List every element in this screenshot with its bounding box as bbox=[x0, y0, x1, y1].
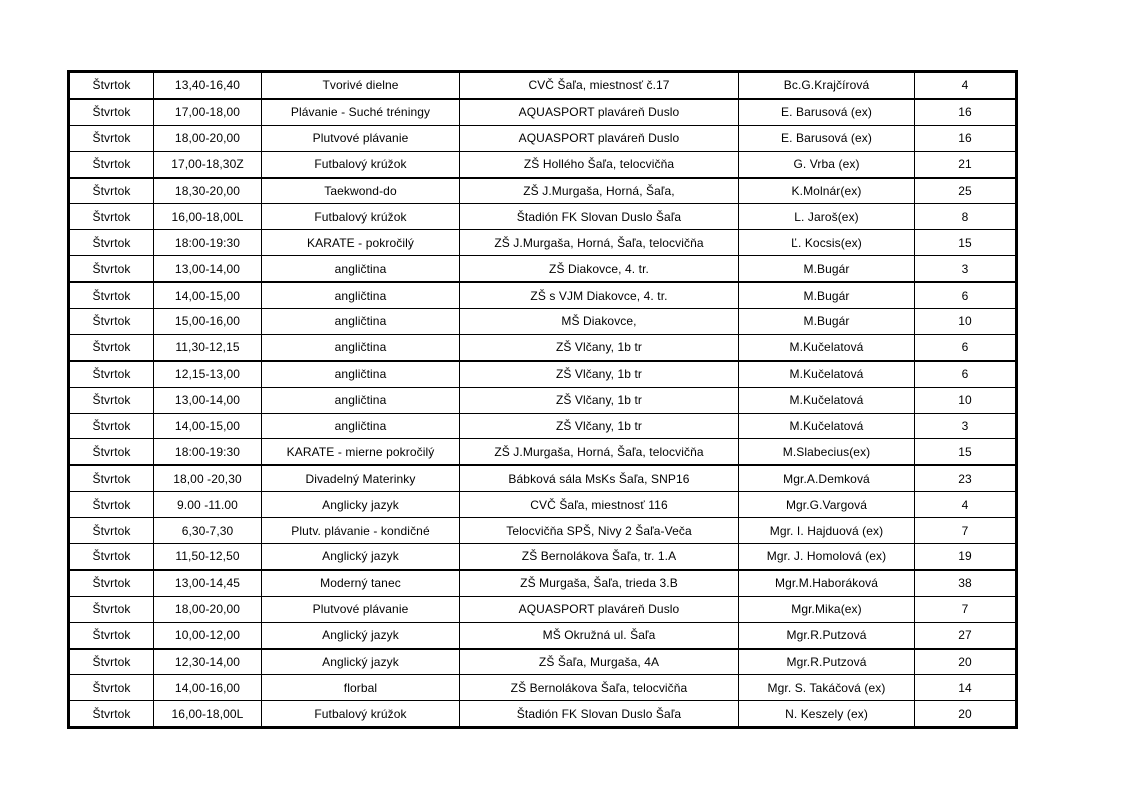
cell-time: 11,30-12,15 bbox=[154, 334, 262, 360]
table-row bbox=[69, 361, 1017, 387]
cell-count: 4 bbox=[915, 492, 1017, 518]
cell-person: Mgr.A.Demková bbox=[739, 465, 915, 491]
cell-activity: Plávanie - Suché tréningy bbox=[262, 99, 460, 125]
cell-location: Štadión FK Slovan Duslo Šaľa bbox=[460, 701, 739, 728]
cell-time: 15,00-16,00 bbox=[154, 309, 262, 335]
cell-activity: angličtina bbox=[262, 256, 460, 282]
cell-location: CVČ Šaľa, miestnosť č.17 bbox=[460, 72, 739, 99]
cell-activity: Plutvové plávanie bbox=[262, 125, 460, 151]
cell-location: ZŠ J.Murgaša, Horná, Šaľa, bbox=[460, 178, 739, 204]
cell-count: 7 bbox=[915, 596, 1017, 622]
cell-day: Štvrtok bbox=[69, 282, 154, 308]
cell-time: 18,00-20,00 bbox=[154, 596, 262, 622]
table-row bbox=[69, 99, 1017, 125]
cell-location: AQUASPORT plaváreň Duslo bbox=[460, 596, 739, 622]
cell-activity: Anglicky jazyk bbox=[262, 492, 460, 518]
cell-activity: KARATE - pokročilý bbox=[262, 230, 460, 256]
cell-activity: angličtina bbox=[262, 413, 460, 439]
cell-person: Mgr.Mika(ex) bbox=[739, 596, 915, 622]
cell-person: Bc.G.Krajčírová bbox=[739, 72, 915, 99]
cell-activity: Anglický jazyk bbox=[262, 544, 460, 570]
cell-location: ZŠ Vlčany, 1b tr bbox=[460, 361, 739, 387]
cell-location: ZŠ Hollého Šaľa, telocvičňa bbox=[460, 151, 739, 177]
cell-count: 38 bbox=[915, 570, 1017, 596]
cell-day: Štvrtok bbox=[69, 544, 154, 570]
table-row bbox=[69, 387, 1017, 413]
cell-activity: Plutvové plávanie bbox=[262, 596, 460, 622]
cell-time: 17,00-18,30Z bbox=[154, 151, 262, 177]
cell-day: Štvrtok bbox=[69, 675, 154, 701]
cell-day: Štvrtok bbox=[69, 439, 154, 465]
cell-activity: Futbalový krúžok bbox=[262, 204, 460, 230]
cell-person: Mgr.G.Vargová bbox=[739, 492, 915, 518]
cell-count: 16 bbox=[915, 125, 1017, 151]
cell-count: 15 bbox=[915, 439, 1017, 465]
cell-count: 27 bbox=[915, 622, 1017, 648]
cell-count: 10 bbox=[915, 387, 1017, 413]
cell-count: 6 bbox=[915, 361, 1017, 387]
cell-location: MŠ Diakovce, bbox=[460, 309, 739, 335]
cell-person: E. Barusová (ex) bbox=[739, 125, 915, 151]
cell-activity: Anglický jazyk bbox=[262, 649, 460, 675]
table-row bbox=[69, 701, 1017, 728]
table-row bbox=[69, 596, 1017, 622]
cell-day: Štvrtok bbox=[69, 256, 154, 282]
cell-day: Štvrtok bbox=[69, 518, 154, 544]
table-row bbox=[69, 492, 1017, 518]
cell-location: Telocvičňa SPŠ, Nivy 2 Šaľa-Veča bbox=[460, 518, 739, 544]
cell-person: M.Bugár bbox=[739, 282, 915, 308]
cell-activity: angličtina bbox=[262, 282, 460, 308]
cell-day: Štvrtok bbox=[69, 701, 154, 728]
cell-time: 18,00-20,00 bbox=[154, 125, 262, 151]
cell-day: Štvrtok bbox=[69, 72, 154, 99]
table-row bbox=[69, 151, 1017, 177]
cell-count: 3 bbox=[915, 413, 1017, 439]
cell-person: Mgr. I. Hajduová (ex) bbox=[739, 518, 915, 544]
cell-time: 11,50-12,50 bbox=[154, 544, 262, 570]
cell-time: 18,00 -20,30 bbox=[154, 465, 262, 491]
cell-person: L. Jaroš(ex) bbox=[739, 204, 915, 230]
cell-time: 14,00-15,00 bbox=[154, 413, 262, 439]
cell-activity: Futbalový krúžok bbox=[262, 151, 460, 177]
cell-activity: angličtina bbox=[262, 334, 460, 360]
cell-person: M.Bugár bbox=[739, 309, 915, 335]
cell-count: 21 bbox=[915, 151, 1017, 177]
cell-day: Štvrtok bbox=[69, 99, 154, 125]
cell-person: Mgr. J. Homolová (ex) bbox=[739, 544, 915, 570]
schedule-table bbox=[67, 70, 1018, 729]
cell-person: Ľ. Kocsis(ex) bbox=[739, 230, 915, 256]
table-row bbox=[69, 518, 1017, 544]
cell-time: 14,00-15,00 bbox=[154, 282, 262, 308]
cell-count: 3 bbox=[915, 256, 1017, 282]
cell-person: M.Kučelatová bbox=[739, 387, 915, 413]
cell-time: 17,00-18,00 bbox=[154, 99, 262, 125]
cell-time: 9.00 -11.00 bbox=[154, 492, 262, 518]
cell-day: Štvrtok bbox=[69, 178, 154, 204]
table-row bbox=[69, 439, 1017, 465]
cell-location: ZŠ Vlčany, 1b tr bbox=[460, 413, 739, 439]
cell-person: Mgr.R.Putzová bbox=[739, 649, 915, 675]
cell-location: ZŠ J.Murgaša, Horná, Šaľa, telocvičňa bbox=[460, 230, 739, 256]
cell-day: Štvrtok bbox=[69, 570, 154, 596]
cell-person: M.Kučelatová bbox=[739, 334, 915, 360]
cell-time: 13,00-14,45 bbox=[154, 570, 262, 596]
cell-count: 4 bbox=[915, 72, 1017, 99]
cell-count: 7 bbox=[915, 518, 1017, 544]
cell-day: Štvrtok bbox=[69, 413, 154, 439]
cell-time: 14,00-16,00 bbox=[154, 675, 262, 701]
cell-day: Štvrtok bbox=[69, 334, 154, 360]
cell-day: Štvrtok bbox=[69, 204, 154, 230]
cell-person: N. Keszely (ex) bbox=[739, 701, 915, 728]
cell-day: Štvrtok bbox=[69, 361, 154, 387]
cell-activity: Futbalový krúžok bbox=[262, 701, 460, 728]
cell-activity: angličtina bbox=[262, 361, 460, 387]
cell-count: 15 bbox=[915, 230, 1017, 256]
cell-count: 10 bbox=[915, 309, 1017, 335]
cell-activity: angličtina bbox=[262, 309, 460, 335]
cell-time: 18:00-19:30 bbox=[154, 230, 262, 256]
table-row bbox=[69, 649, 1017, 675]
cell-day: Štvrtok bbox=[69, 465, 154, 491]
table-row bbox=[69, 544, 1017, 570]
cell-location: ZŠ Bernolákova Šaľa, telocvičňa bbox=[460, 675, 739, 701]
cell-count: 14 bbox=[915, 675, 1017, 701]
cell-day: Štvrtok bbox=[69, 492, 154, 518]
cell-count: 16 bbox=[915, 99, 1017, 125]
table-row bbox=[69, 309, 1017, 335]
cell-count: 25 bbox=[915, 178, 1017, 204]
table-row bbox=[69, 570, 1017, 596]
cell-activity: Tvorivé dielne bbox=[262, 72, 460, 99]
cell-location: ZŠ Bernolákova Šaľa, tr. 1.A bbox=[460, 544, 739, 570]
cell-location: ZŠ Vlčany, 1b tr bbox=[460, 387, 739, 413]
cell-time: 6,30-7,30 bbox=[154, 518, 262, 544]
cell-person: M.Bugár bbox=[739, 256, 915, 282]
cell-day: Štvrtok bbox=[69, 230, 154, 256]
cell-count: 19 bbox=[915, 544, 1017, 570]
cell-person: M.Kučelatová bbox=[739, 361, 915, 387]
cell-count: 20 bbox=[915, 649, 1017, 675]
table-row bbox=[69, 230, 1017, 256]
cell-time: 13,00-14,00 bbox=[154, 256, 262, 282]
cell-person: K.Molnár(ex) bbox=[739, 178, 915, 204]
cell-location: ZŠ Murgaša, Šaľa, trieda 3.B bbox=[460, 570, 739, 596]
cell-time: 12,30-14,00 bbox=[154, 649, 262, 675]
cell-person: Mgr.R.Putzová bbox=[739, 622, 915, 648]
table-row bbox=[69, 125, 1017, 151]
table-row bbox=[69, 334, 1017, 360]
cell-time: 16,00-18,00L bbox=[154, 204, 262, 230]
cell-time: 16,00-18,00L bbox=[154, 701, 262, 728]
cell-count: 8 bbox=[915, 204, 1017, 230]
cell-location: CVČ Šaľa, miestnosť 116 bbox=[460, 492, 739, 518]
cell-day: Štvrtok bbox=[69, 309, 154, 335]
table-row bbox=[69, 622, 1017, 648]
table-row bbox=[69, 282, 1017, 308]
cell-activity: florbal bbox=[262, 675, 460, 701]
table-row bbox=[69, 675, 1017, 701]
table-row bbox=[69, 178, 1017, 204]
cell-activity: KARATE - mierne pokročilý bbox=[262, 439, 460, 465]
cell-time: 13,40-16,40 bbox=[154, 72, 262, 99]
cell-location: ZŠ s VJM Diakovce, 4. tr. bbox=[460, 282, 739, 308]
table-row bbox=[69, 465, 1017, 491]
cell-time: 13,00-14,00 bbox=[154, 387, 262, 413]
cell-activity: Divadelný Materinky bbox=[262, 465, 460, 491]
cell-location: AQUASPORT plaváreň Duslo bbox=[460, 125, 739, 151]
cell-activity: Taekwond-do bbox=[262, 178, 460, 204]
cell-time: 18,30-20,00 bbox=[154, 178, 262, 204]
cell-location: ZŠ Vlčany, 1b tr bbox=[460, 334, 739, 360]
cell-location: Bábková sála MsKs Šaľa, SNP16 bbox=[460, 465, 739, 491]
cell-location: ZŠ J.Murgaša, Horná, Šaľa, telocvičňa bbox=[460, 439, 739, 465]
cell-activity: Anglický jazyk bbox=[262, 622, 460, 648]
cell-activity: angličtina bbox=[262, 387, 460, 413]
table-row bbox=[69, 72, 1017, 99]
cell-activity: Moderný tanec bbox=[262, 570, 460, 596]
cell-day: Štvrtok bbox=[69, 125, 154, 151]
cell-person: Mgr. S. Takáčová (ex) bbox=[739, 675, 915, 701]
cell-count: 20 bbox=[915, 701, 1017, 728]
cell-day: Štvrtok bbox=[69, 151, 154, 177]
cell-day: Štvrtok bbox=[69, 596, 154, 622]
cell-count: 6 bbox=[915, 282, 1017, 308]
cell-activity: Plutv. plávanie - kondičné bbox=[262, 518, 460, 544]
cell-person: M.Slabecius(ex) bbox=[739, 439, 915, 465]
cell-person: E. Barusová (ex) bbox=[739, 99, 915, 125]
cell-location: AQUASPORT plaváreň Duslo bbox=[460, 99, 739, 125]
cell-person: G. Vrba (ex) bbox=[739, 151, 915, 177]
cell-day: Štvrtok bbox=[69, 649, 154, 675]
cell-day: Štvrtok bbox=[69, 622, 154, 648]
cell-day: Štvrtok bbox=[69, 387, 154, 413]
cell-location: ZŠ Šaľa, Murgaša, 4A bbox=[460, 649, 739, 675]
cell-time: 18:00-19:30 bbox=[154, 439, 262, 465]
table-row bbox=[69, 256, 1017, 282]
cell-location: ZŠ Diakovce, 4. tr. bbox=[460, 256, 739, 282]
cell-person: M.Kučelatová bbox=[739, 413, 915, 439]
table-row bbox=[69, 413, 1017, 439]
cell-location: MŠ Okružná ul. Šaľa bbox=[460, 622, 739, 648]
cell-time: 12,15-13,00 bbox=[154, 361, 262, 387]
cell-location: Štadión FK Slovan Duslo Šaľa bbox=[460, 204, 739, 230]
cell-count: 6 bbox=[915, 334, 1017, 360]
table-row bbox=[69, 204, 1017, 230]
cell-time: 10,00-12,00 bbox=[154, 622, 262, 648]
cell-count: 23 bbox=[915, 465, 1017, 491]
cell-person: Mgr.M.Haboráková bbox=[739, 570, 915, 596]
